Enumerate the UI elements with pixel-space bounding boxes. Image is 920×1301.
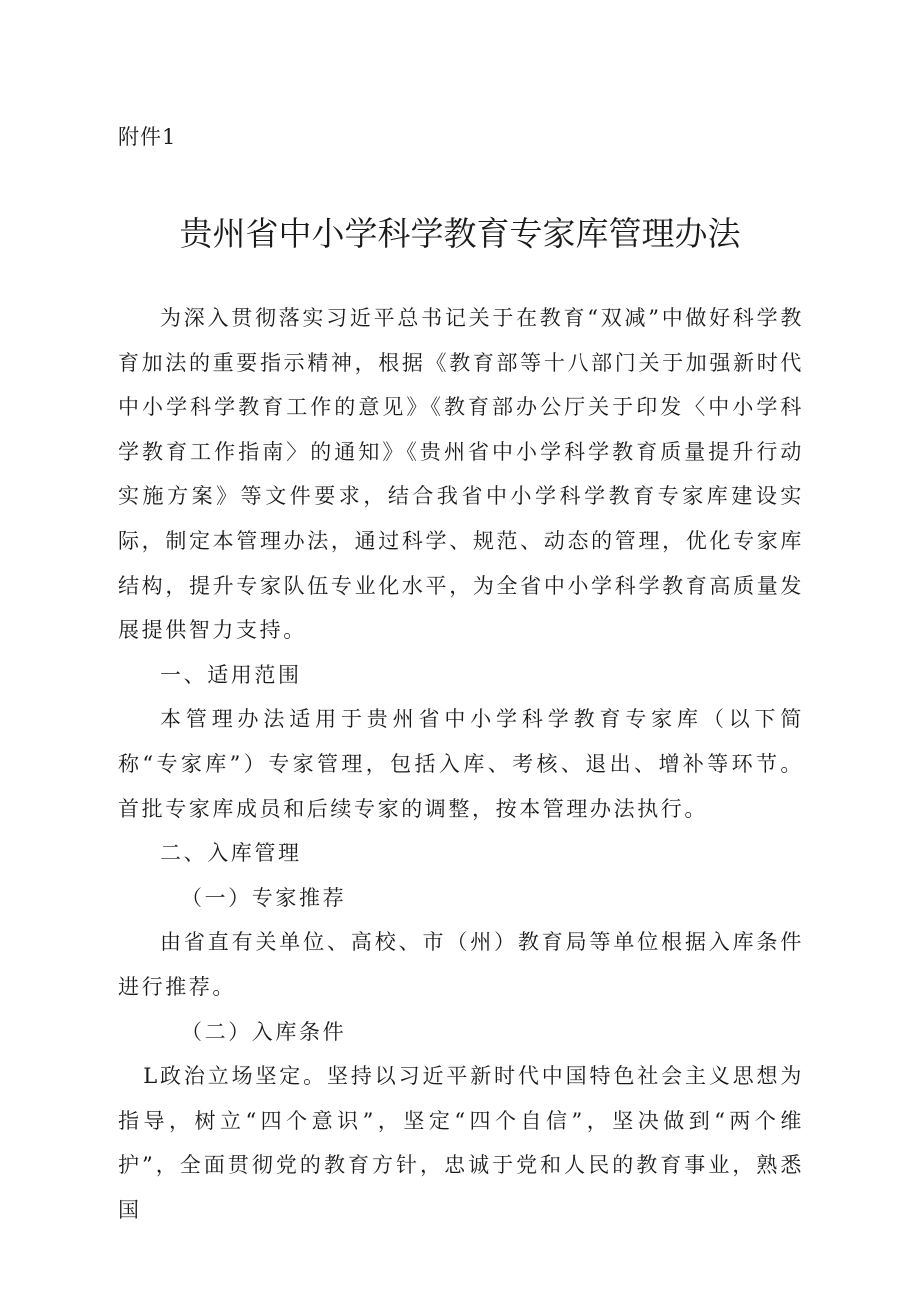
attachment-label: 附件1 [118, 125, 177, 149]
subsection-heading-conditions: （二）入库条件 [181, 1019, 347, 1044]
document-title: 贵州省中小学科学教育专家库管理办法 [179, 214, 741, 253]
condition-paragraph-1: L政治立场坚定。坚持以习近平新时代中国特色社会主义思想为指导，树立“四个意识”，坚定“四个自信”，坚决做到“两个维护”，全面贯彻党的教育方针，忠诚于党和人民的教育事业，熟悉国 [118, 1064, 804, 1222]
section-heading-scope: 一、适用范围 [160, 662, 302, 687]
subsection-heading-recommendation: （一）专家推荐 [181, 885, 347, 910]
recommendation-paragraph: 由省直有关单位、高校、市（州）教育局等单位根据入库条件进行推荐。 [118, 930, 804, 999]
document-body [118, 296, 804, 1232]
scope-paragraph: 本管理办法适用于贵州省中小学科学教育专家库（以下简称“专家库”）专家管理，包括入库、考核、退出、增补等环节。首批专家库成员和后续专家的调整，按本管理办法执行。 [118, 707, 804, 821]
intro-paragraph: 为深入贯彻落实习近平总书记关于在教育“双减”中做好科学教育加法的重要指示精神，根据《教育部等十八部门关于加强新时代中小学科学教育工作的意见》《教育部办公厅关于印发〈中小学科学教育工作指南〉的通知》《贵州省中小学科学教育质量提升行动实施方案》等文件要求，结合我省中小学科学教育专家库建设实际，制定本管理办法，通过科学、规范、动态的管理，优化专家库结构，提升专家队伍专业化水平，为全省中小学科学教育高质量发展提供智力支持。 [118, 306, 804, 643]
section-heading-admission: 二、入库管理 [160, 841, 302, 866]
